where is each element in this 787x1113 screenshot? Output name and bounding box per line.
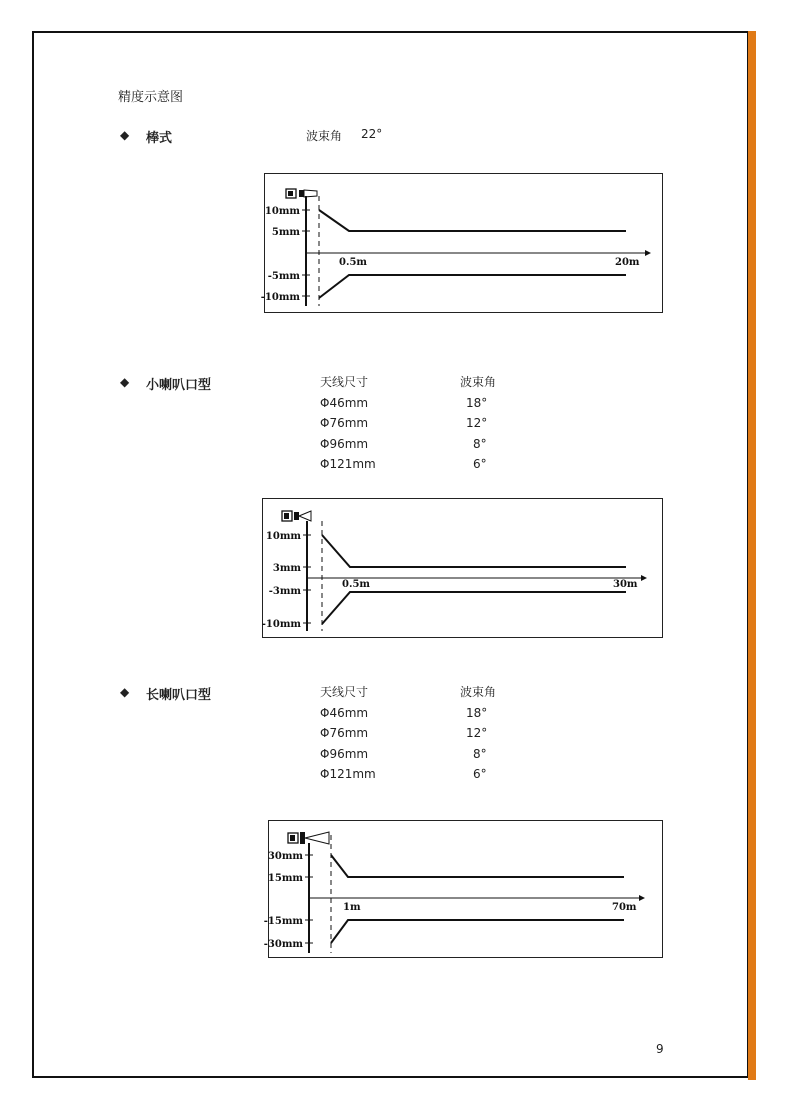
section-heading-rod: 棒式 [146, 131, 173, 146]
section-heading-long-horn: 长喇叭口型 [146, 688, 212, 703]
section-heading-small-horn: 小喇叭口型 [146, 378, 212, 393]
antenna-size: Φ96mm [320, 746, 369, 761]
lower-accuracy-line [322, 592, 626, 624]
y-tick-label: 30mm [267, 851, 303, 862]
x-tick-label: 30m [613, 579, 638, 590]
header-beam-angle: 波束角 [460, 375, 497, 389]
table-row [320, 413, 533, 434]
table-header-row [320, 682, 533, 703]
table-row [320, 434, 533, 455]
y-tick-label: 15mm [267, 873, 303, 884]
antenna-icon [282, 511, 311, 521]
table-row [320, 703, 533, 724]
table-row [320, 764, 533, 785]
beam-angle: 18° [466, 395, 488, 410]
y-tick-label: -15mm [263, 916, 303, 927]
x-tick-label: 1m [343, 902, 361, 913]
antenna-size: Φ46mm [320, 705, 369, 720]
table-row [320, 393, 533, 414]
beam-angle: 18° [466, 705, 488, 720]
y-tick-label: -3mm [268, 586, 301, 597]
y-tick-label: 3mm [272, 563, 301, 574]
bullet-icon: ◆ [120, 128, 130, 142]
x-tick-label: 0.5m [342, 579, 370, 590]
accuracy-chart-small-horn [262, 498, 663, 638]
antenna-size: Φ76mm [320, 726, 369, 740]
beam-angle: 12° [466, 726, 488, 740]
bullet-icon: ◆ [120, 685, 130, 699]
beam-angle: 8° [473, 436, 487, 451]
beam-angle-label: 波束角 [306, 129, 343, 143]
y-tick-label: -10mm [261, 619, 301, 630]
beam-angle: 6° [473, 457, 487, 471]
header-beam-angle: 波束角 [460, 685, 497, 699]
antenna-icon [286, 189, 317, 198]
antenna-size: Φ76mm [320, 416, 369, 430]
header-antenna-size: 天线尺寸 [320, 375, 369, 389]
x-tick-label: 0.5m [339, 257, 367, 268]
spec-table-small-horn [320, 372, 533, 475]
accuracy-chart-rod [260, 173, 663, 313]
y-tick-label: 10mm [264, 206, 300, 217]
page-number: 9 [656, 1042, 664, 1056]
lower-accuracy-line [331, 920, 624, 943]
table-row [320, 723, 533, 744]
antenna-size: Φ96mm [320, 436, 369, 451]
header-antenna-size: 天线尺寸 [320, 685, 369, 699]
antenna-size: Φ121mm [320, 457, 376, 471]
beam-angle: 12° [466, 416, 488, 430]
x-tick-label: 20m [615, 257, 640, 268]
y-tick-label: -30mm [263, 939, 303, 950]
upper-accuracy-line [319, 210, 626, 231]
page-title: 精度示意图 [118, 90, 184, 105]
spec-table-long-horn [320, 682, 533, 785]
beam-angle: 6° [473, 767, 487, 781]
y-tick-label: -5mm [267, 271, 300, 282]
beam-angle-value: 22° [361, 127, 383, 141]
y-tick-label: 5mm [271, 227, 300, 238]
table-row [320, 744, 533, 765]
upper-accuracy-line [331, 855, 624, 877]
y-tick-label: 10mm [265, 531, 301, 542]
lower-accuracy-line [319, 275, 626, 298]
accuracy-chart-long-horn [263, 820, 663, 958]
accent-bar [748, 31, 756, 1080]
antenna-size: Φ121mm [320, 767, 376, 781]
upper-accuracy-line [322, 535, 626, 567]
bullet-icon: ◆ [120, 375, 130, 389]
table-header-row [320, 372, 533, 393]
beam-angle: 8° [473, 746, 487, 761]
y-tick-label: -10mm [260, 292, 300, 303]
antenna-icon [288, 832, 329, 844]
table-row [320, 454, 533, 475]
antenna-size: Φ46mm [320, 395, 369, 410]
x-tick-label: 70m [612, 902, 637, 913]
